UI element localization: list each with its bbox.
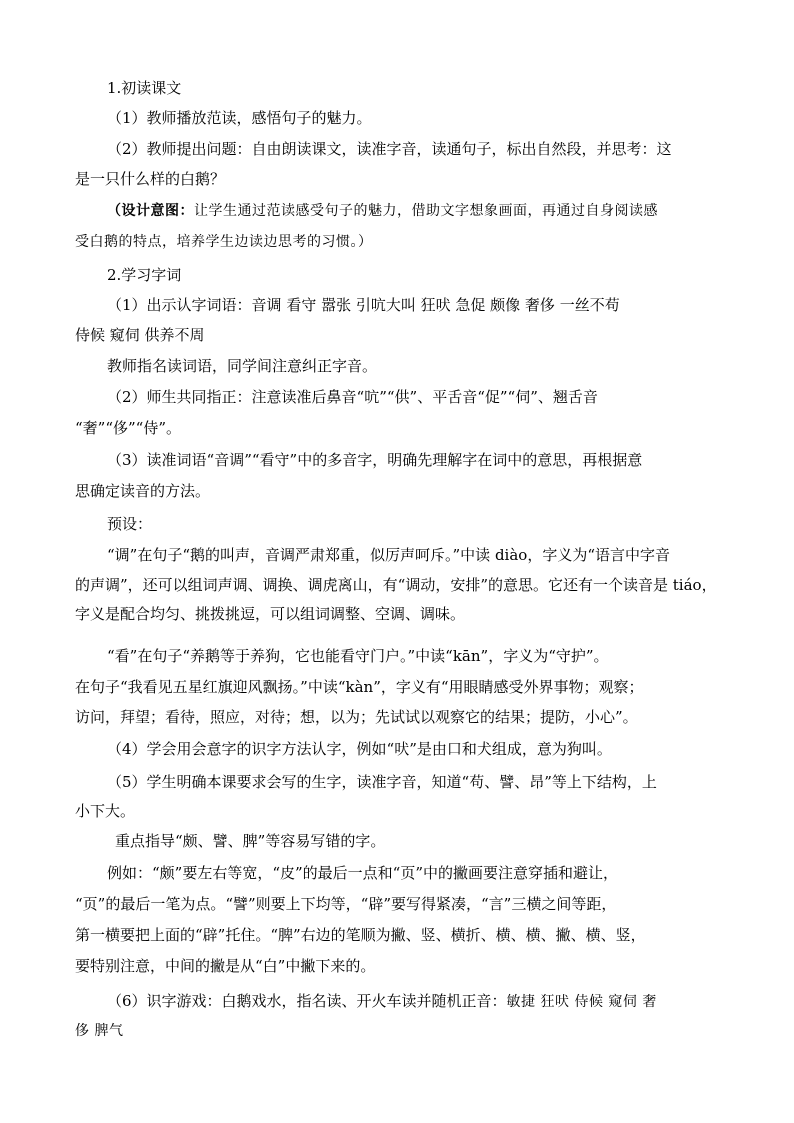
paragraph-teacher-reading: 教师指名读词语，同学间注意纠正字音。 (107, 357, 378, 375)
paragraph-step-5a: （5）学生明确本课要求会写的生字，读准字音，知道“苟、譬、昂”等上下结构，上 (107, 773, 657, 791)
design-intent-line-1 (107, 201, 658, 221)
paragraph-kan-a: “看”在句子“养鹅等于养狗，它也能看守门户。”中读“kān”，字义为“守护”。 (107, 647, 609, 665)
paragraph-kan-b: 在句子“我看见五星红旗迎风飘扬。”中读“kàn”，字义有“用眼睛感受外界事物；观察； (75, 678, 644, 696)
paragraph-example-2: “页”的最后一笔为点。“譬”则要上下均等，“辟”要写得紧凑，“言”三横之间等距， (75, 895, 617, 913)
game-words: 敏捷 狂吠 侍候 窥伺 奢 (506, 994, 657, 1010)
word-list-line-2: 侍候 窥伺 供养不周 (75, 326, 205, 344)
paragraph-diao-b: 的声调”，还可以组词声调、调换、调虎离山，有“调动，安排”的意思。它还有一个读音是 tiáo， (75, 576, 717, 594)
paragraph-step-1: （1）教师播放范读，感悟句子的魅力。 (107, 109, 372, 127)
paragraph-polyphone-b: 思确定读音的方法。 (75, 482, 211, 500)
heading-learn-words: 2.学习字词 (107, 266, 182, 284)
paragraph-polyphone-a: （3）读准词语“音调”“看守”中的多音字，明确先理解字在词中的意思，再根据意 (107, 451, 643, 469)
paragraph-pronunciation-a: （2）师生共同指正：注意读准后鼻音“吭”“供”、平舌音“促”“伺”、翘舌音 (107, 388, 598, 406)
paragraph-example-1: 例如：“颇”要左右等宽，“皮”的最后一点和“页”中的撇画要注意穿插和避让， (107, 864, 619, 882)
paragraph-game-b: 侈 脾气 (75, 1023, 124, 1039)
heading-first-reading: 1.初读课文 (107, 79, 182, 97)
paragraph-example-3: 第一横要把上面的“辟”托住。“脾”右边的笔顺为撇、竖、横折、横、横、撇、横、竖， (75, 926, 646, 944)
design-intent-label: （设计意图： (107, 203, 194, 219)
paragraph-step-5b: 小下大。 (75, 802, 136, 820)
paragraph-step-2a: （2）教师提出问题：自由朗读课文，读准字音，读通句子，标出自然段，并思考：这 (107, 140, 672, 158)
paragraph-diao-c: 字义是配合均匀、挑拨挑逗，可以组词调整、空调、调味。 (75, 605, 466, 623)
paragraph-pronunciation-b: “奢”“侈”“侍”。 (75, 419, 182, 437)
preset-label: 预设： (107, 515, 153, 533)
paragraph-step-4: （4）学会用会意字的识字方法认字，例如“吠”是由口和犬组成，意为狗叫。 (107, 740, 612, 758)
paragraph-diao-a: “调”在句子“鹅的叫声，音调严肃郑重，似厉声呵斥。”中读 diào，字义为“语言中字音 (107, 546, 670, 564)
paragraph-example-4: 要特别注意，中间的撇是从“白”中撇下来的。 (75, 957, 376, 975)
paragraph-kan-c: 访问，拜望；看待，照应，对待；想，以为；先试试以观察它的结果；提防，小心”。 (75, 708, 638, 726)
design-intent-text-a: 让学生通过范读感受句子的魅力，借助文字想象画面，再通过自身阅读感 (194, 203, 658, 219)
paragraph-step-2b: 是一只什么样的白鹅？ (75, 170, 226, 188)
paragraph-key-guidance: 重点指导“颇、譬、脾”等容易写错的字。 (115, 832, 386, 850)
design-intent-line-2: 受白鹅的特点，培养学生边读边思考的习惯。） (75, 234, 373, 250)
game-text: （6）识字游戏：白鹅戏水，指名读、开火车读并随机正音： (107, 992, 507, 1010)
paragraph-game-a (107, 991, 657, 1012)
word-list-line-1: （1）出示认字词语：音调 看守 嚣张 引吭大叫 狂吠 急促 颇像 奢侈 一丝不苟 (107, 296, 620, 314)
